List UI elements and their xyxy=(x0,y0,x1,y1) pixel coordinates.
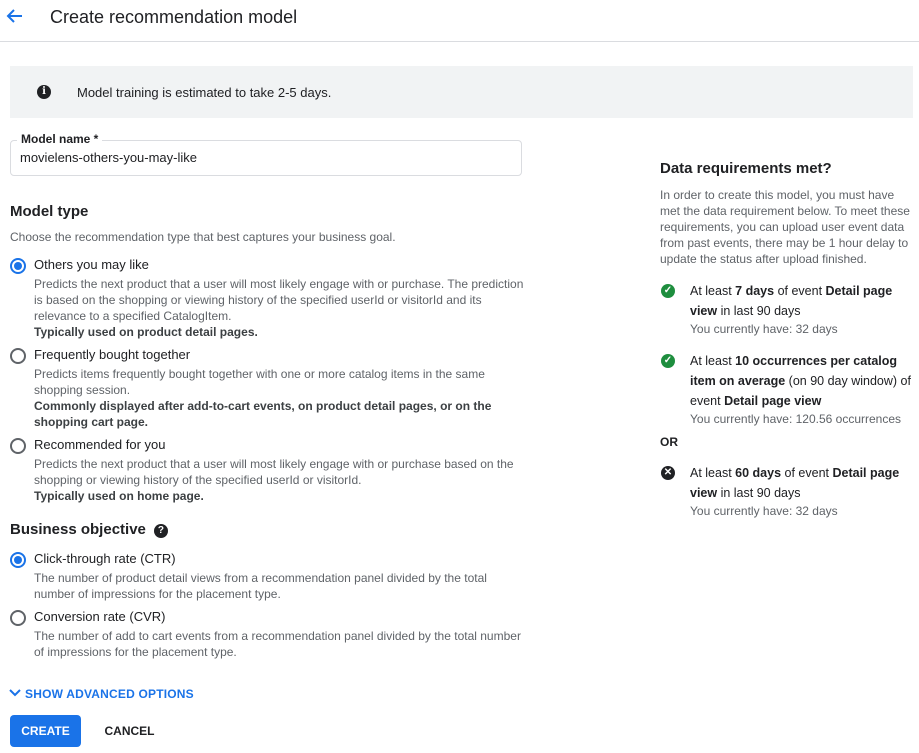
requirement-segment: 10 occurrences per catalog item on average xyxy=(690,354,898,388)
model-name-input[interactable] xyxy=(20,150,500,165)
radio-button[interactable] xyxy=(10,610,26,626)
radio-button[interactable] xyxy=(10,348,26,364)
option-label[interactable]: Others you may like xyxy=(34,257,149,272)
model-name-label: Model name * xyxy=(17,132,102,146)
requirement-text xyxy=(690,463,915,503)
requirement-segment: At least xyxy=(690,284,736,298)
option-label[interactable]: Frequently bought together xyxy=(34,347,191,362)
option-note: Typically used on home page. xyxy=(34,489,204,503)
check-circle-icon: ✓ xyxy=(661,284,675,298)
requirement-segment: 60 days xyxy=(735,466,782,480)
advanced-label: SHOW ADVANCED OPTIONS xyxy=(25,687,194,701)
check-circle-icon: ✓ xyxy=(661,354,675,368)
cancel-button[interactable]: CANCEL xyxy=(104,724,155,738)
banner-text: Model training is estimated to take 2-5 days. xyxy=(77,84,332,100)
cancel-circle-icon: ✕ xyxy=(661,466,675,480)
requirement-segment: (on 90 day window) of event xyxy=(690,374,911,408)
requirement-item xyxy=(660,463,915,519)
model-type-heading: Model type xyxy=(10,203,89,220)
requirements-title: Data requirements met? xyxy=(660,160,832,177)
requirement-current: You currently have: 32 days xyxy=(690,504,838,518)
requirement-segment: At least xyxy=(690,466,736,480)
option-description xyxy=(34,366,524,430)
requirement-segment: in last 90 days xyxy=(717,486,801,500)
info-icon: i xyxy=(37,85,51,99)
page-title: Create recommendation model xyxy=(50,7,298,27)
radio-button[interactable] xyxy=(10,258,26,274)
requirement-segment: 7 days xyxy=(735,284,775,298)
radio-button[interactable] xyxy=(10,552,26,568)
radio-button[interactable] xyxy=(10,438,26,454)
requirement-segment: Detail page view xyxy=(690,466,900,500)
requirement-segment: in last 90 days xyxy=(717,304,801,318)
requirement-item xyxy=(660,281,915,337)
help-icon[interactable]: ? xyxy=(154,524,168,538)
create-button[interactable]: CREATE xyxy=(10,715,81,747)
option-description-text: Predicts items frequently bought together with one or more catalog items in the same shopping session. xyxy=(34,367,485,397)
business-objective-heading xyxy=(10,521,168,538)
option-description xyxy=(34,276,524,340)
requirement-segment: Detail page view xyxy=(724,394,822,408)
option-description-text: Predicts the next product that a user will most likely engage with or purchase based on the shopping or viewing history of the specified userId or visitorId. xyxy=(34,457,514,487)
header xyxy=(0,0,919,42)
requirement-segment: At least xyxy=(690,354,736,368)
option-label[interactable]: Conversion rate (CVR) xyxy=(34,609,166,624)
show-advanced-options-button[interactable] xyxy=(9,687,194,701)
option-description xyxy=(34,456,524,504)
option-description-text: Predicts the next product that a user will most likely engage with or purchase. The prediction is based on the shopping or viewing history of the specified userId or visitorId and its relevance to a specified CatalogItem. xyxy=(34,277,524,323)
requirement-segment: of event xyxy=(774,284,826,298)
option-description: The number of add to cart events from a recommendation panel divided by the total number of impressions for the placement type. xyxy=(34,629,521,659)
arrow-left-icon[interactable] xyxy=(5,6,25,26)
requirement-item xyxy=(660,351,915,427)
model-name-field[interactable] xyxy=(10,132,522,176)
requirement-text xyxy=(690,281,915,321)
business-objective-label: Business objective xyxy=(10,521,146,538)
requirement-segment: of event xyxy=(781,466,833,480)
requirement-segment: Detail page view xyxy=(690,284,893,318)
option-description: The number of product detail views from a recommendation panel divided by the total number of impressions for the placement type. xyxy=(34,571,487,601)
option-label[interactable]: Click-through rate (CTR) xyxy=(34,551,176,566)
info-banner xyxy=(10,66,913,118)
option-note: Typically used on product detail pages. xyxy=(34,325,258,339)
requirements-description: In order to create this model, you must have met the data requirement below. To meet these requirements, you can upload user event data from past events, there may be 1 hour delay to update the status after upload finished. xyxy=(660,188,910,266)
requirement-current: You currently have: 120.56 occurrences xyxy=(690,412,902,426)
or-label: OR xyxy=(660,435,678,449)
option-note: Commonly displayed after add-to-cart events, on product detail pages, or on the shopping cart page. xyxy=(34,399,492,429)
requirement-current: You currently have: 32 days xyxy=(690,322,838,336)
model-type-subtitle: Choose the recommendation type that best captures your business goal. xyxy=(10,230,396,244)
data-requirements-panel xyxy=(660,160,915,519)
option-label[interactable]: Recommended for you xyxy=(34,437,166,452)
requirement-text xyxy=(690,351,915,411)
